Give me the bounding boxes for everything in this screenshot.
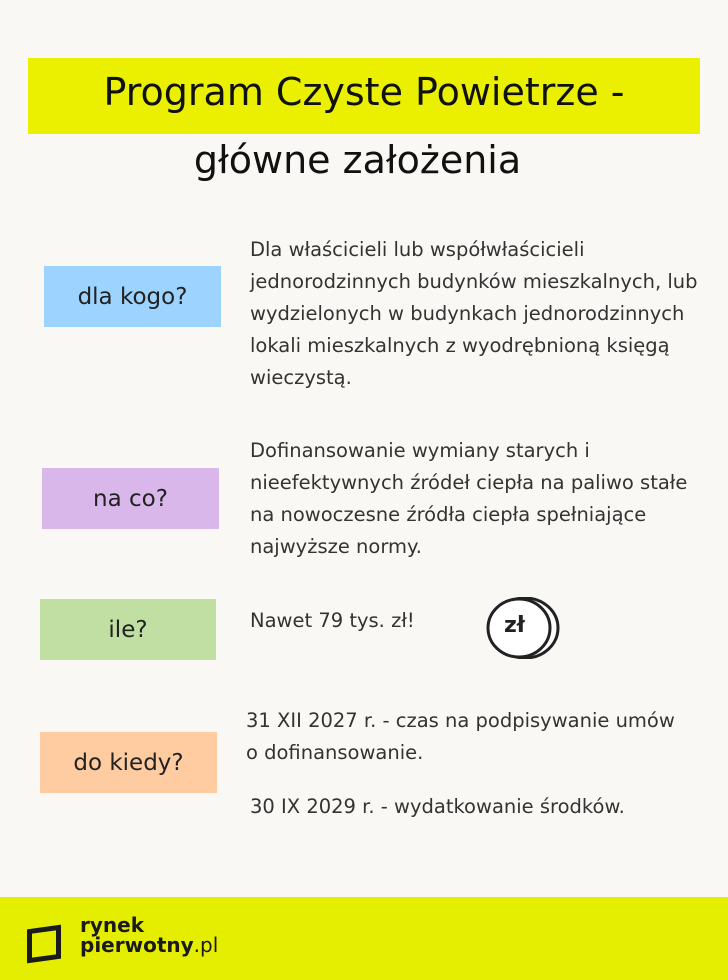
logo: [80, 915, 218, 955]
text-na-co: Dofinansowanie wymiany starych i nieefektywnych źródeł ciepła na paliwo stałe na nowoczesne źródła ciepła spełniające najwyższe normy.: [250, 439, 688, 558]
page-subtitle: główne założenia: [193, 138, 522, 182]
label-na-co: na co?: [42, 468, 219, 529]
coin-symbol: zł: [504, 613, 525, 638]
text-dla-kogo: Dla właścicieli lub współwłaścicieli jednorodzinnych budynków mieszkalnych, lub wydzielonych w budynkach jednorodzinnych lokali mieszkalnych z wyodrębnioną księgą wieczystą.: [250, 238, 698, 389]
label-dla-kogo: dla kogo?: [44, 266, 221, 327]
text-do-kiedy-2: 30 IX 2029 r. - wydatkowanie środków.: [250, 795, 625, 818]
logo-icon: [27, 925, 61, 964]
page-title: Program Czyste Powietrze -: [103, 70, 625, 114]
text-do-kiedy: 31 XII 2027 r. - czas na podpisywanie umów o dofinansowanie.: [246, 709, 675, 764]
logo-line1: rynek: [80, 913, 145, 937]
footer: [0, 897, 728, 980]
label-do-kiedy: do kiedy?: [40, 732, 217, 793]
coin-icon: [486, 597, 556, 657]
logo-suffix: .pl: [193, 933, 219, 957]
text-ile: Nawet 79 tys. zł!: [250, 609, 415, 632]
label-ile: ile?: [40, 599, 216, 660]
logo-line2: pierwotny: [80, 933, 194, 957]
